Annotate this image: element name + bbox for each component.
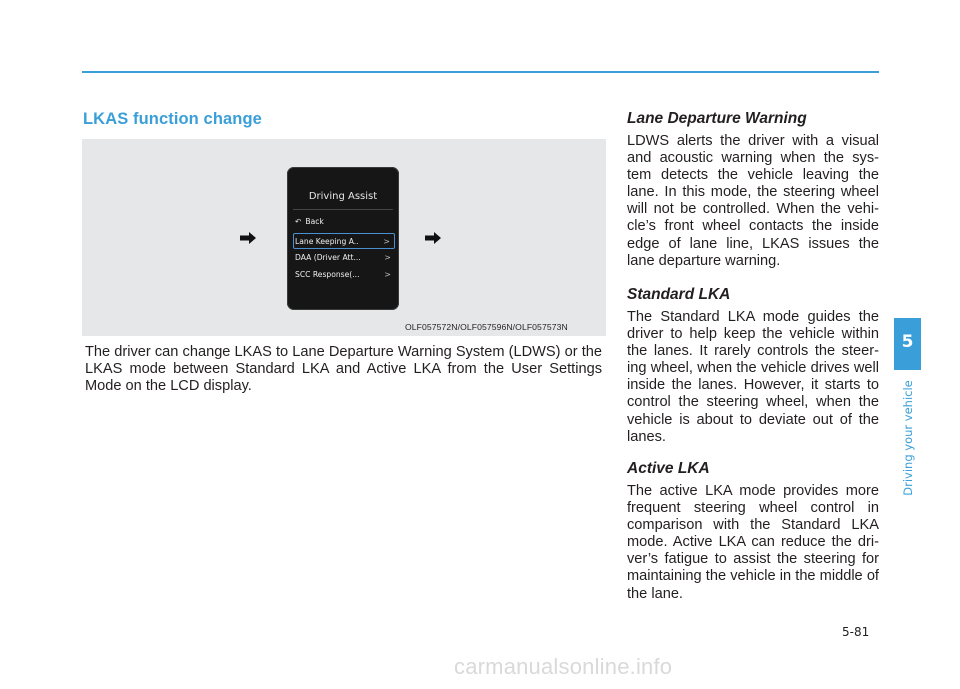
chapter-tab	[894, 318, 921, 370]
chapter-number: 5	[901, 332, 914, 352]
paragraph-active-lka: The active LKA mode provides more frequent steering wheel control in comparison with the Standard LKA mode. Active LKA can reduce the dri-ver’s fatigue to assist the steering for maintaining the vehicle in the middle of the lane.	[627, 483, 879, 602]
chevron-right-icon: >	[384, 270, 391, 279]
divider	[293, 209, 393, 210]
lcd-display	[287, 167, 399, 310]
paragraph-ldw: LDWS alerts the driver with a visual and acoustic warning when the sys-tem detects the vehicle leaving the lane. In this mode, the steering wheel will not be controlled. When the vehi-cle’s front wheel contacts the inside edge of lane line, LKAS issues the lane departure warning.	[627, 133, 879, 269]
arrow-right-icon	[425, 232, 441, 244]
paragraph-standard-lka: The Standard LKA mode guides the driver to help keep the vehicle within the lanes. It rarely controls the steer-ing wheel, when the vehicle drives well inside the lanes. However, it starts to control the steering wheel, when the vehicle is about to deviate out of the lanes.	[627, 309, 879, 445]
figure	[82, 139, 606, 336]
chevron-right-icon: >	[383, 237, 390, 246]
menu-item-daa[interactable]	[293, 250, 395, 266]
menu-item-scc[interactable]	[293, 267, 395, 283]
menu-item-back[interactable]	[293, 214, 395, 230]
subheading-standard-lka: Standard LKA	[627, 286, 731, 303]
menu-item-label: SCC Response(...	[295, 270, 360, 279]
screen-title: Driving Assist	[308, 191, 378, 202]
watermark: carmanualsonline.info	[454, 654, 673, 679]
subheading-ldw: Lane Departure Warning	[627, 110, 807, 127]
page-number: 5-81	[842, 625, 870, 639]
top-rule	[82, 71, 879, 73]
body-text: The driver can change LKAS to Lane Departure Warning System (LDWS) or the LKAS mode between Standard LKA and Active LKA from the User Settings Mode on the LCD display.	[85, 344, 602, 395]
subheading-active-lka: Active LKA	[627, 460, 710, 477]
chapter-title: Driving your vehicle	[901, 380, 915, 496]
chevron-right-icon: >	[384, 253, 391, 262]
arrow-right-icon	[240, 232, 256, 244]
back-arrow-icon: ↶	[295, 217, 302, 226]
menu-item-label: Back	[305, 217, 324, 226]
figure-code: OLF057572N/OLF057596N/OLF057573N	[405, 322, 568, 332]
menu-item-label: DAA (Driver Att...	[295, 253, 361, 262]
menu-item-label: Lane Keeping A..	[295, 237, 359, 246]
menu-item-lane-keeping[interactable]	[293, 233, 395, 249]
section-heading: LKAS function change	[83, 110, 262, 128]
